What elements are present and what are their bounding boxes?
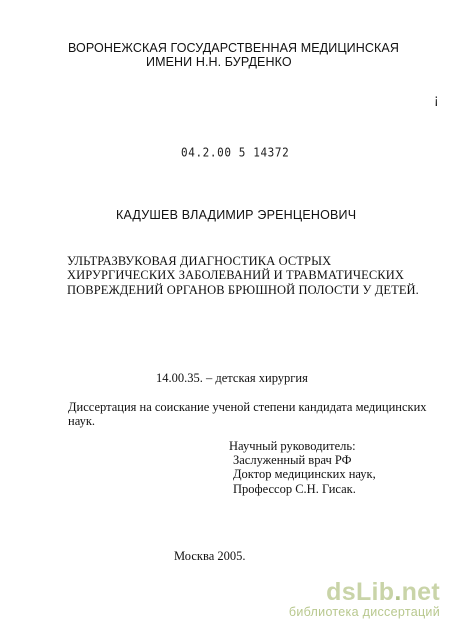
catalog-number: 04.2.00 5 14372 xyxy=(181,145,290,160)
author-name: КАДУШЕВ ВЛАДИМИР ЭРЕНЦЕНОВИЧ xyxy=(116,208,357,222)
dissertation-description-line-1: Диссертация на соискание ученой степени кандидата медицинских xyxy=(68,400,427,414)
watermark-brand-name: dsLib xyxy=(326,578,395,606)
institution-name-line-1: ВОРОНЕЖСКАЯ ГОСУДАРСТВЕННАЯ МЕДИЦИНСКАЯ xyxy=(68,41,399,55)
watermark-brand-dot: . xyxy=(394,578,402,606)
city-and-year: Москва 2005. xyxy=(174,549,246,563)
title-line-3: ПОВРЕЖДЕНИЙ ОРГАНОВ БРЮШНОЙ ПОЛОСТИ У ДЕТЕЙ. xyxy=(67,283,419,297)
supervisor-heading: Научный руководитель: xyxy=(229,439,356,453)
dissertation-description-line-2: наук. xyxy=(68,414,96,428)
dslib-watermark xyxy=(289,579,440,619)
title-line-1: УЛЬТРАЗВУКОВАЯ ДИАГНОСТИКА ОСТРЫХ xyxy=(67,254,332,268)
watermark-brand xyxy=(289,579,440,605)
corner-scan-mark: ¡ xyxy=(434,91,439,107)
watermark-brand-tld: net xyxy=(401,578,440,606)
supervisor-honor: Заслуженный врач РФ xyxy=(233,453,352,467)
watermark-caption: библиотека диссертаций xyxy=(288,605,440,619)
specialty-code: 14.00.35. – детская хирургия xyxy=(156,371,308,385)
supervisor-degree: Доктор медицинских наук, xyxy=(233,467,376,481)
title-line-2: ХИРУРГИЧЕСКИХ ЗАБОЛЕВАНИЙ И ТРАВМАТИЧЕСКИХ xyxy=(67,268,404,282)
institution-name-line-2: ИМЕНИ Н.Н. БУРДЕНКО xyxy=(146,55,292,69)
supervisor-name: Профессор С.Н. Гисак. xyxy=(233,482,356,496)
